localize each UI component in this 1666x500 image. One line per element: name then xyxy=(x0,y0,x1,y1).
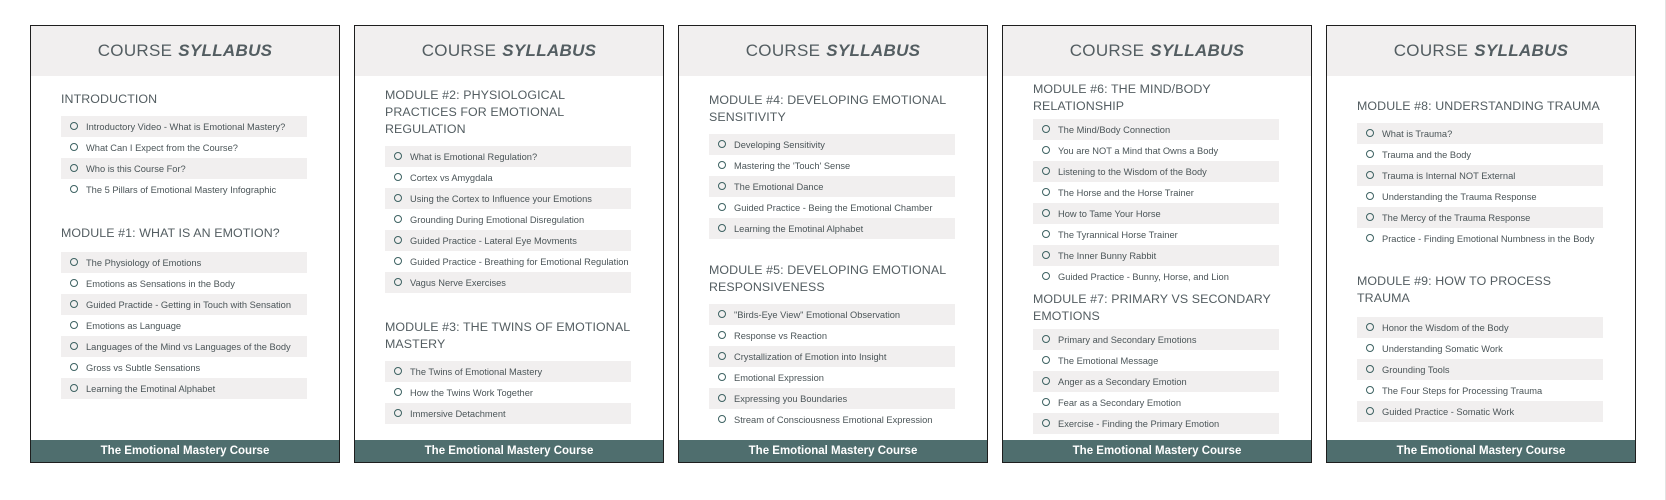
lesson-label: Anger as a Secondary Emotion xyxy=(1058,376,1187,387)
bullet-circle-icon xyxy=(1042,398,1050,406)
lesson-label: Practice - Finding Emotional Numbness in the Body xyxy=(1382,233,1595,244)
lesson-label: Grounding During Emotional Disregulation xyxy=(410,214,585,225)
bullet-circle-icon xyxy=(718,182,726,190)
header-prefix: COURSE xyxy=(1069,41,1145,60)
lesson-item xyxy=(709,134,955,155)
lesson-label: What is Trauma? xyxy=(1382,128,1453,139)
module-title: MODULE #5: DEVELOPING EMOTIONAL RESPONSIVENESS xyxy=(709,263,946,294)
syllabus-page-4 xyxy=(1002,25,1312,463)
lesson-label: Developing Sensitivity xyxy=(734,139,825,150)
lesson-label: Immersive Detachment xyxy=(410,408,506,419)
lesson-label: Honor the Wisdom of the Body xyxy=(1382,322,1509,333)
lesson-label: The Four Steps for Processing Trauma xyxy=(1382,385,1543,396)
bullet-circle-icon xyxy=(70,143,78,151)
module-title: MODULE #1: WHAT IS AN EMOTION? xyxy=(61,226,280,240)
lesson-label: Using the Cortex to Influence your Emotions xyxy=(410,193,592,204)
page-header xyxy=(31,26,339,76)
lesson-label: Crystallization of Emotion into Insight xyxy=(734,351,887,362)
lesson-item xyxy=(61,336,307,357)
module-5 xyxy=(709,262,955,430)
lesson-item xyxy=(61,179,307,200)
lesson-label: Listening to the Wisdom of the Body xyxy=(1058,166,1207,177)
bullet-circle-icon xyxy=(70,164,78,172)
lesson-item xyxy=(709,325,955,346)
lesson-label: Guided Practice - Breathing for Emotional Regulation xyxy=(410,256,629,267)
lesson-label: The Inner Bunny Rabbit xyxy=(1058,250,1157,261)
lesson-item xyxy=(1033,329,1279,350)
lesson-item xyxy=(1357,359,1603,380)
bullet-circle-icon xyxy=(1042,272,1050,280)
syllabus-page-1 xyxy=(30,25,340,463)
module-title: INTRODUCTION xyxy=(61,92,158,106)
lesson-label: Languages of the Mind vs Languages of the Body xyxy=(86,341,291,352)
lesson-label: Guided Practice - Lateral Eye Movments xyxy=(410,235,577,246)
bullet-circle-icon xyxy=(70,384,78,392)
bullet-circle-icon xyxy=(1042,125,1050,133)
lesson-list xyxy=(385,361,631,424)
bullet-circle-icon xyxy=(718,373,726,381)
lesson-list xyxy=(1357,123,1603,249)
lesson-item xyxy=(1357,380,1603,401)
lesson-label: Learning the Emotinal Alphabet xyxy=(734,223,864,234)
lesson-label: What is Emotional Regulation? xyxy=(410,151,538,162)
lesson-label: Expressing you Boundaries xyxy=(734,393,848,404)
bullet-circle-icon xyxy=(394,278,402,286)
page-footer: The Emotional Mastery Course xyxy=(679,440,987,462)
module-6 xyxy=(1033,81,1279,287)
lesson-item xyxy=(385,272,631,293)
lesson-label: How the Twins Work Together xyxy=(410,387,533,398)
lesson-list xyxy=(709,304,955,430)
syllabus-page-3 xyxy=(678,25,988,463)
lesson-label: Who is this Course For? xyxy=(86,163,186,174)
bullet-circle-icon xyxy=(70,300,78,308)
bullet-circle-icon xyxy=(1042,146,1050,154)
lesson-label: How to Tame Your Horse xyxy=(1058,208,1161,219)
lesson-label: The Twins of Emotional Mastery xyxy=(410,366,543,377)
bullet-circle-icon xyxy=(718,331,726,339)
bullet-circle-icon xyxy=(1366,129,1374,137)
bullet-circle-icon xyxy=(1042,188,1050,196)
bullet-circle-icon xyxy=(70,185,78,193)
page-footer: The Emotional Mastery Course xyxy=(31,440,339,462)
lesson-list xyxy=(1357,317,1603,422)
header-prefix: COURSE xyxy=(745,41,821,60)
module-title: MODULE #2: PHYSIOLOGICAL PRACTICES FOR EMOTIONAL REGULATION xyxy=(385,88,565,136)
lesson-item xyxy=(385,403,631,424)
lesson-item xyxy=(385,188,631,209)
module-4 xyxy=(709,92,955,239)
bullet-circle-icon xyxy=(1042,335,1050,343)
lesson-label: Emotions as Sensations in the Body xyxy=(86,278,235,289)
bullet-circle-icon xyxy=(1042,377,1050,385)
lesson-item xyxy=(61,116,307,137)
syllabus-page-5 xyxy=(1326,25,1636,463)
bullet-circle-icon xyxy=(1366,365,1374,373)
bullet-circle-icon xyxy=(70,122,78,130)
lesson-item xyxy=(1033,350,1279,371)
lesson-label: Vagus Nerve Exercises xyxy=(410,277,506,288)
bullet-circle-icon xyxy=(718,394,726,402)
bullet-circle-icon xyxy=(70,279,78,287)
lesson-label: Guided Practice - Bunny, Horse, and Lion xyxy=(1058,271,1229,282)
bullet-circle-icon xyxy=(1042,230,1050,238)
bullet-circle-icon xyxy=(718,415,726,423)
lesson-label: Guided Practice - Somatic Work xyxy=(1382,406,1515,417)
page-footer: The Emotional Mastery Course xyxy=(355,440,663,462)
lesson-label: The Emotional Message xyxy=(1058,355,1159,366)
bullet-circle-icon xyxy=(1366,192,1374,200)
page-header xyxy=(1003,26,1311,76)
lesson-list xyxy=(1033,329,1279,434)
lesson-item xyxy=(1357,144,1603,165)
bullet-circle-icon xyxy=(718,140,726,148)
lesson-item xyxy=(1033,371,1279,392)
lesson-item xyxy=(709,346,955,367)
lesson-item xyxy=(709,367,955,388)
module-introduction xyxy=(61,91,307,200)
lesson-item xyxy=(1033,203,1279,224)
module-list xyxy=(61,91,307,399)
module-title: MODULE #7: PRIMARY VS SECONDARY EMOTIONS xyxy=(1033,292,1271,323)
bullet-circle-icon xyxy=(394,194,402,202)
module-title: MODULE #9: HOW TO PROCESS TRAUMA xyxy=(1357,274,1552,305)
lesson-item xyxy=(61,158,307,179)
module-title: MODULE #8: UNDERSTANDING TRAUMA xyxy=(1357,99,1600,113)
lesson-item xyxy=(709,218,955,239)
lesson-item xyxy=(1357,165,1603,186)
bullet-circle-icon xyxy=(1366,344,1374,352)
module-9 xyxy=(1357,273,1603,422)
lesson-item xyxy=(61,252,307,273)
module-3 xyxy=(385,319,631,424)
module-title: MODULE #6: THE MIND/BODY RELATIONSHIP xyxy=(1033,82,1211,113)
header-prefix: COURSE xyxy=(421,41,497,60)
lesson-label: Fear as a Secondary Emotion xyxy=(1058,397,1181,408)
header-bold: SYLLABUS xyxy=(826,41,921,60)
bullet-circle-icon xyxy=(1366,323,1374,331)
bullet-circle-icon xyxy=(1366,171,1374,179)
lesson-item xyxy=(61,294,307,315)
lesson-label: Mastering the 'Touch' Sense xyxy=(734,160,851,171)
lesson-item xyxy=(709,388,955,409)
lesson-item xyxy=(1357,401,1603,422)
bullet-circle-icon xyxy=(718,352,726,360)
lesson-item xyxy=(1357,317,1603,338)
bullet-circle-icon xyxy=(1042,356,1050,364)
lesson-label: The Physiology of Emotions xyxy=(86,257,202,268)
lesson-item xyxy=(709,304,955,325)
module-title: MODULE #3: THE TWINS OF EMOTIONAL MASTERY xyxy=(385,320,630,351)
page-header xyxy=(1327,26,1635,76)
header-prefix: COURSE xyxy=(97,41,173,60)
page-header xyxy=(355,26,663,76)
lesson-item xyxy=(1033,119,1279,140)
lesson-label: Learning the Emotinal Alphabet xyxy=(86,383,216,394)
lesson-item xyxy=(61,315,307,336)
lesson-label: Trauma is Internal NOT External xyxy=(1382,170,1516,181)
lesson-list xyxy=(709,134,955,239)
lesson-item xyxy=(1357,123,1603,144)
lesson-label: The Mercy of the Trauma Response xyxy=(1382,212,1531,223)
lesson-item xyxy=(1033,182,1279,203)
lesson-item xyxy=(385,382,631,403)
lesson-list xyxy=(61,252,307,399)
bullet-circle-icon xyxy=(1042,419,1050,427)
lesson-item xyxy=(385,167,631,188)
bullet-circle-icon xyxy=(1366,386,1374,394)
lesson-label: Guided Practice - Being the Emotional Chamber xyxy=(734,202,933,213)
bullet-circle-icon xyxy=(394,152,402,160)
lesson-label: Understanding Somatic Work xyxy=(1382,343,1503,354)
bullet-circle-icon xyxy=(1366,407,1374,415)
lesson-item xyxy=(61,273,307,294)
lesson-item xyxy=(385,251,631,272)
syllabus-page-2 xyxy=(354,25,664,463)
lesson-item xyxy=(61,357,307,378)
bullet-circle-icon xyxy=(394,236,402,244)
bullet-circle-icon xyxy=(70,363,78,371)
lesson-label: Response vs Reaction xyxy=(734,330,828,341)
bullet-circle-icon xyxy=(394,173,402,181)
bullet-circle-icon xyxy=(394,388,402,396)
lesson-item xyxy=(709,197,955,218)
lesson-list xyxy=(1033,119,1279,287)
bullet-circle-icon xyxy=(1366,213,1374,221)
lesson-label: Exercise - Finding the Primary Emotion xyxy=(1058,418,1220,429)
lesson-item xyxy=(709,409,955,430)
bullet-circle-icon xyxy=(394,367,402,375)
bullet-circle-icon xyxy=(718,203,726,211)
lesson-label: The Tyrannical Horse Trainer xyxy=(1058,229,1178,240)
module-7 xyxy=(1033,291,1279,434)
lesson-label: The 5 Pillars of Emotional Mastery Infographic xyxy=(86,184,277,195)
header-bold: SYLLABUS xyxy=(178,41,273,60)
lesson-label: Gross vs Subtle Sensations xyxy=(86,362,201,373)
lesson-label: Grounding Tools xyxy=(1382,364,1450,375)
module-list xyxy=(1033,81,1279,434)
bullet-circle-icon xyxy=(70,321,78,329)
header-bold: SYLLABUS xyxy=(1474,41,1569,60)
bullet-circle-icon xyxy=(1042,167,1050,175)
lesson-item xyxy=(1357,186,1603,207)
lesson-item xyxy=(1357,207,1603,228)
lesson-item xyxy=(709,155,955,176)
bullet-circle-icon xyxy=(718,161,726,169)
module-1 xyxy=(61,225,307,399)
lesson-label: You are NOT a Mind that Owns a Body xyxy=(1058,145,1219,156)
lesson-item xyxy=(385,230,631,251)
page-header xyxy=(679,26,987,76)
lesson-item xyxy=(1033,224,1279,245)
lesson-item xyxy=(61,378,307,399)
lesson-label: Emotional Expression xyxy=(734,372,824,383)
bullet-circle-icon xyxy=(394,257,402,265)
page-footer: The Emotional Mastery Course xyxy=(1003,440,1311,462)
lesson-item xyxy=(709,176,955,197)
module-title: MODULE #4: DEVELOPING EMOTIONAL SENSITIVITY xyxy=(709,93,946,124)
header-bold: SYLLABUS xyxy=(502,41,597,60)
bullet-circle-icon xyxy=(1042,209,1050,217)
lesson-label: Stream of Consciousness Emotional Expression xyxy=(734,414,933,425)
lesson-label: The Emotional Dance xyxy=(734,181,824,192)
header-prefix: COURSE xyxy=(1393,41,1469,60)
lesson-item xyxy=(1357,338,1603,359)
lesson-list xyxy=(61,116,307,200)
bullet-circle-icon xyxy=(394,215,402,223)
page-footer: The Emotional Mastery Course xyxy=(1327,440,1635,462)
module-list xyxy=(385,87,631,424)
bullet-circle-icon xyxy=(1366,150,1374,158)
lesson-label: Primary and Secondary Emotions xyxy=(1058,334,1197,345)
lesson-label: The Mind/Body Connection xyxy=(1058,124,1171,135)
lesson-label: "Birds-Eye View" Emotional Observation xyxy=(734,309,901,320)
lesson-item xyxy=(385,361,631,382)
lesson-item xyxy=(1033,140,1279,161)
lesson-item xyxy=(1033,161,1279,182)
lesson-label: Understanding the Trauma Response xyxy=(1382,191,1537,202)
lesson-item xyxy=(61,137,307,158)
module-list xyxy=(1357,98,1603,422)
lesson-item xyxy=(1033,392,1279,413)
lesson-list xyxy=(385,146,631,293)
lesson-label: Emotions as Language xyxy=(86,320,182,331)
lesson-label: Introductory Video - What is Emotional Mastery? xyxy=(86,121,286,132)
module-2 xyxy=(385,87,631,293)
lesson-label: What Can I Expect from the Course? xyxy=(86,142,238,153)
lesson-label: Cortex vs Amygdala xyxy=(410,172,493,183)
lesson-item xyxy=(1357,228,1603,249)
lesson-item xyxy=(385,209,631,230)
lesson-item xyxy=(1033,245,1279,266)
lesson-item xyxy=(1033,266,1279,287)
lesson-item xyxy=(385,146,631,167)
header-bold: SYLLABUS xyxy=(1150,41,1245,60)
bullet-circle-icon xyxy=(1366,234,1374,242)
lesson-label: The Horse and the Horse Trainer xyxy=(1058,187,1194,198)
bullet-circle-icon xyxy=(1042,251,1050,259)
module-list xyxy=(709,92,955,430)
bullet-circle-icon xyxy=(70,342,78,350)
bullet-circle-icon xyxy=(718,224,726,232)
lesson-label: Trauma and the Body xyxy=(1382,149,1472,160)
bullet-circle-icon xyxy=(394,409,402,417)
bullet-circle-icon xyxy=(718,310,726,318)
bullet-circle-icon xyxy=(70,258,78,266)
module-8 xyxy=(1357,98,1603,249)
lesson-label: Guided Practide - Getting in Touch with Sensation xyxy=(86,299,291,310)
lesson-item xyxy=(1033,413,1279,434)
